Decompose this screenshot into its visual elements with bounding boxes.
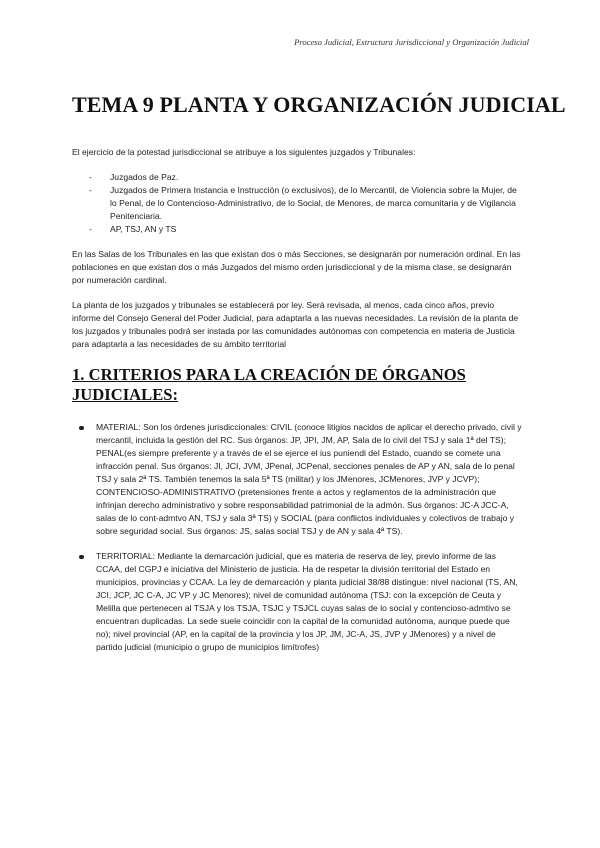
list-item: - Juzgados de Paz.: [72, 171, 524, 184]
criterion-territorial: TERRITORIAL: Mediante la demarcación judicial, que es materia de reserva de ley, previo informe de las CCAA, del CGPJ e iniciativa del Ministerio de justicia. Ha de respetar la división territorial del Estado en municipios, provincias y CCAA. La ley de demarcación y planta judicial 38/88 distingue: nivel nacional (TS, AN, JCI, JCP, JC C-A, JC VP y JC Menores); nivel de comunidad autónoma (TSJ: con la excepción de Ceuta y Melilla que pertenecen al TSJA y los TSJA, TSJC y TSJCL cuyas salas de lo social y contencioso-admtivo se encuentran duplicadas. La sede suele coincidir con la capital de la comunidad autónoma, aunque puede que no); nivel provincial (AP, en la capital de la provincia y los JP, JM, JC-A, JS, JVP y JMenores) y a nivel de partido judicial (municipio o grupo de municipios limítrofes): [72, 550, 524, 654]
sections-numbering-paragraph: En las Salas de los Tribunales en las que existan dos o más Secciones, se designarán por numeración ordinal. En las poblaciones en que existan dos o más Juzgados del mismo orden jurisdiccional y de la misma clase, se designarán por numeración cardinal.: [72, 249, 521, 285]
criterion-material: MATERIAL: Son los órdenes jurisdiccionales: CIVIL (conoce litigios nacidos de aplicar el derecho privado, civil y mercantil, incluida la gestión del RC. Sus órganos: JP, JPI, JM, AP, Sala de lo civil del TSJ y sala 1ª del TS); PENAL(es siempre preferente y a través de el se ejerce el ius puniendi del Estado, cuando se comete una infracción penal. Sus órganos: JI, JCI, JVM, JPenal, JCPenal, secciones penales de AP y AN, sala de lo penal TSJ y sala 2ª TS. También tenemos la sala 5ª TS (militar) y los JMenores, JCMenores, JVP y JCVP); CONTENCIOSO-ADMINISTRATIVO (pretensiones frente a actos y reglamentos de la administración que infrinjan derecho administrativo y sobre responsabilidad patrimonial de la admón. Sus órganos: JC-A JCC-A, salas de lo cont-admtvo AN, TSJ y sala 3ª TS) y SOCIAL (para conflictos individuales y colectivos de trabajo y sobre seguridad social. Sus órganos: JS, salas social TSJ y de AN y sala 4ª TS).: [72, 421, 524, 538]
running-header: Proceso Judicial, Estructura Jurisdiccional y Organización Judicial: [294, 37, 529, 47]
list-item: - AP, TSJ, AN y TS: [72, 223, 524, 236]
document-body: [72, 146, 524, 666]
planta-paragraph: La planta de los juzgados y tribunales se establecerá por ley. Será revisada, al menos, cada cinco años, previo informe del Consejo General del Poder Judicial, para adaptarla a las nuevas necesidades. La revisión de la planta de los juzgados y tribunales podrá ser instada por las comunidades autónomas con competencia en materia de Justicia para adaptarla a las necesidades de su ámbito territorial: [72, 300, 519, 349]
court-list: [72, 171, 524, 236]
list-item: - Juzgados de Primera Instancia e Instrucción (o exclusivos), de lo Mercantil, de Violencia sobre la Mujer, de lo Penal, de lo Contencioso-Administrativo, de lo Social, de Menores, de marca comunitaria y de Vigilancia Penitenciaria.: [72, 184, 524, 223]
criteria-list: [72, 421, 524, 654]
page-title: TEMA 9 PLANTA Y ORGANIZACIÓN JUDICIAL: [72, 92, 566, 117]
section-heading: 1. CRITERIOS PARA LA CREACIÓN DE ÓRGANOS JUDICIALES:: [72, 365, 466, 404]
intro-paragraph: El ejercicio de la potestad jurisdiccional se atribuye a los siguientes juzgados y Tribunales:: [72, 147, 416, 157]
